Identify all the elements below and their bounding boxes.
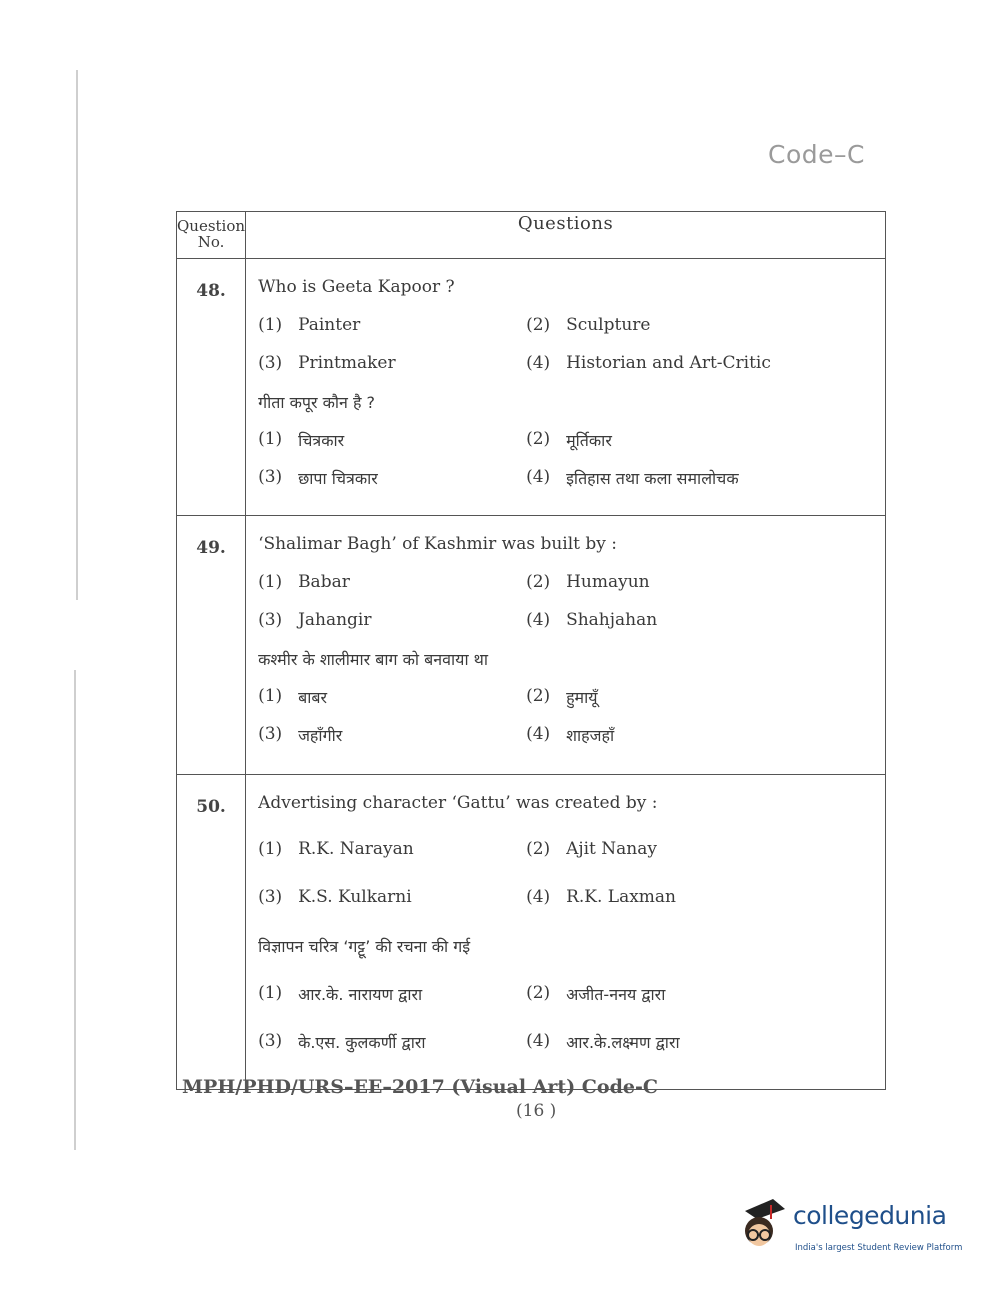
option-row: [258, 724, 885, 762]
option-row: [258, 353, 885, 391]
option-text: बाबर: [298, 688, 328, 707]
option-text: Painter: [298, 315, 361, 335]
option: (1) आर.के. नारायण द्वारा: [258, 983, 423, 1004]
option: (3) के.एस. कुलकर्णी द्वारा: [258, 1031, 426, 1052]
option-text: आर.के.लक्ष्मण द्वारा: [566, 1033, 680, 1052]
logo-name: collegedunia: [793, 1201, 947, 1230]
question-body: [246, 516, 886, 775]
option-row: [258, 887, 885, 935]
option-row: [258, 572, 885, 610]
option: (4) Historian and Art-Critic: [526, 353, 771, 373]
code-header: Code–C: [768, 140, 865, 169]
option: (2) Ajit Nanay: [526, 839, 657, 859]
logo-tagline: India's largest Student Review Platform: [795, 1243, 963, 1253]
question-body: [246, 259, 886, 516]
option-row: [258, 1031, 885, 1079]
question-table: [176, 211, 886, 1090]
option: (4) Shahjahan: [526, 610, 658, 630]
option-text: Shahjahan: [566, 610, 658, 630]
option-text: आर.के. नारायण द्वारा: [298, 985, 423, 1004]
option: (1) बाबर: [258, 686, 328, 707]
option: (4) आर.के.लक्ष्मण द्वारा: [526, 1031, 680, 1052]
option-text: चित्रकार: [298, 431, 345, 450]
question-row-49: [177, 516, 886, 775]
option-row: [258, 983, 885, 1031]
option: (1) चित्रकार: [258, 429, 345, 450]
option-text: जहाँगीर: [298, 726, 343, 745]
option-text: शाहजहाँ: [566, 726, 615, 745]
question-stem-hi: कश्मीर के शालीमार बाग को बनवाया था: [258, 650, 489, 669]
question-stem-en: Who is Geeta Kapoor ?: [258, 277, 455, 297]
option-row: [258, 839, 885, 887]
mascot-icon: [735, 1197, 791, 1259]
question-row-50: [177, 775, 886, 1090]
question-stem-en: ‘Shalimar Bagh’ of Kashmir was built by :: [258, 534, 618, 554]
question-number: 48.: [177, 259, 246, 516]
column-header-questions: Questions: [246, 212, 886, 259]
option-text: Ajit Nanay: [566, 839, 657, 859]
option: (1) Babar: [258, 572, 350, 592]
option-text: Babar: [298, 572, 350, 592]
option-row: [258, 315, 885, 353]
option-text: R.K. Narayan: [298, 839, 414, 859]
option: (1) R.K. Narayan: [258, 839, 414, 859]
option-row: [258, 686, 885, 724]
option: (2) Humayun: [526, 572, 650, 592]
option-row: [258, 429, 885, 467]
option: (2) मूर्तिकार: [526, 429, 612, 450]
option-text: मूर्तिकार: [566, 431, 612, 450]
option-text: हुमायूँ: [566, 688, 598, 707]
option: (1) Painter: [258, 315, 361, 335]
option: (2) हुमायूँ: [526, 686, 598, 707]
option: (2) अजीत-ननय द्वारा: [526, 983, 666, 1004]
option: (4) R.K. Laxman: [526, 887, 676, 907]
option-text: Historian and Art-Critic: [566, 353, 771, 373]
option: (3) छापा चित्रकार: [258, 467, 378, 488]
option-text: छापा चित्रकार: [298, 469, 378, 488]
question-stem-en: Advertising character ‘Gattu’ was created by :: [258, 793, 658, 813]
page-number: (16 ): [516, 1101, 557, 1121]
option: (3) Jahangir: [258, 610, 372, 630]
option: (3) जहाँगीर: [258, 724, 343, 745]
option: (3) K.S. Kulkarni: [258, 887, 412, 907]
question-number: 50.: [177, 775, 246, 1090]
option-text: Humayun: [566, 572, 650, 592]
option-text: Printmaker: [298, 353, 396, 373]
option: (4) शाहजहाँ: [526, 724, 615, 745]
option-text: R.K. Laxman: [566, 887, 676, 907]
option: (3) Printmaker: [258, 353, 396, 373]
question-number: 49.: [177, 516, 246, 775]
option: (4) इतिहास तथा कला समालोचक: [526, 467, 739, 488]
table-header-row: [177, 212, 886, 259]
column-header-question-no: Question No.: [177, 212, 246, 259]
option-row: [258, 610, 885, 648]
option-text: अजीत-ननय द्वारा: [566, 985, 666, 1004]
collegedunia-logo[interactable]: [735, 1197, 965, 1259]
option-text: इतिहास तथा कला समालोचक: [566, 469, 739, 488]
option-text: के.एस. कुलकर्णी द्वारा: [298, 1033, 426, 1052]
question-body: [246, 775, 886, 1090]
question-stem-hi: गीता कपूर कौन है ?: [258, 393, 376, 412]
option-text: Sculpture: [566, 315, 651, 335]
scan-margin-line: [74, 670, 76, 1150]
question-stem-hi: विज्ञापन चरित्र ‘गट्टू’ की रचना की गई: [258, 937, 471, 956]
option-text: K.S. Kulkarni: [298, 887, 412, 907]
option-text: Jahangir: [298, 610, 372, 630]
scan-margin-line: [76, 70, 78, 600]
footer-exam-code: MPH/PHD/URS–EE–2017 (Visual Art) Code-C: [182, 1076, 658, 1098]
question-row-48: [177, 259, 886, 516]
option-row: [258, 467, 885, 505]
option: (2) Sculpture: [526, 315, 651, 335]
